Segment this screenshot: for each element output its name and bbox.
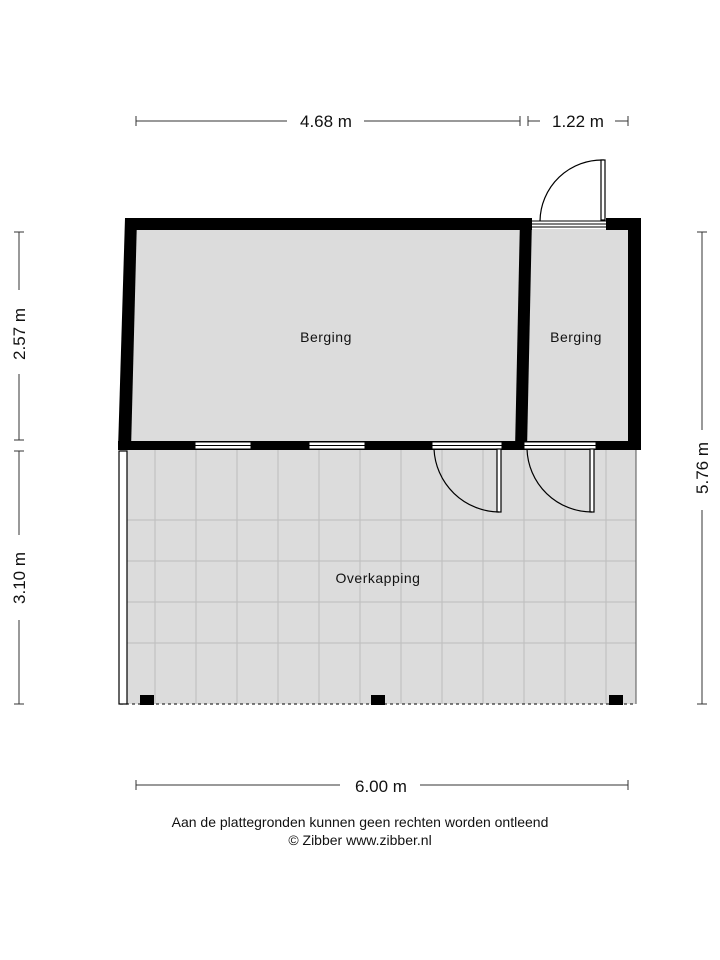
door-swing-top: [540, 160, 605, 221]
bottom-door-opening-right: [524, 442, 596, 449]
window: [195, 442, 251, 449]
dim-label-right: 5.76 m: [693, 442, 712, 494]
window: [309, 442, 365, 449]
copyright-text: © Zibber www.zibber.nl: [288, 832, 432, 848]
bottom-door-opening-left: [432, 442, 502, 449]
dim-label-top-left: 4.68 m: [300, 112, 352, 131]
column: [371, 695, 385, 705]
dim-label-bottom: 6.00 m: [355, 777, 407, 796]
covered-area-left-wall: [119, 451, 127, 704]
room-label-storage-large: Berging: [300, 329, 352, 345]
column: [609, 695, 623, 705]
dimension-left: [14, 232, 24, 704]
room-label-covered-area: Overkapping: [335, 570, 421, 586]
dim-label-left-upper: 2.57 m: [10, 308, 29, 360]
dim-label-left-lower: 3.10 m: [10, 552, 29, 604]
room-label-storage-small: Berging: [550, 329, 602, 345]
column: [140, 695, 154, 705]
dim-label-top-right: 1.22 m: [552, 112, 604, 131]
top-door-opening: [532, 219, 606, 229]
disclaimer-text: Aan de plattegronden kunnen geen rechten worden ontleend: [171, 814, 549, 830]
